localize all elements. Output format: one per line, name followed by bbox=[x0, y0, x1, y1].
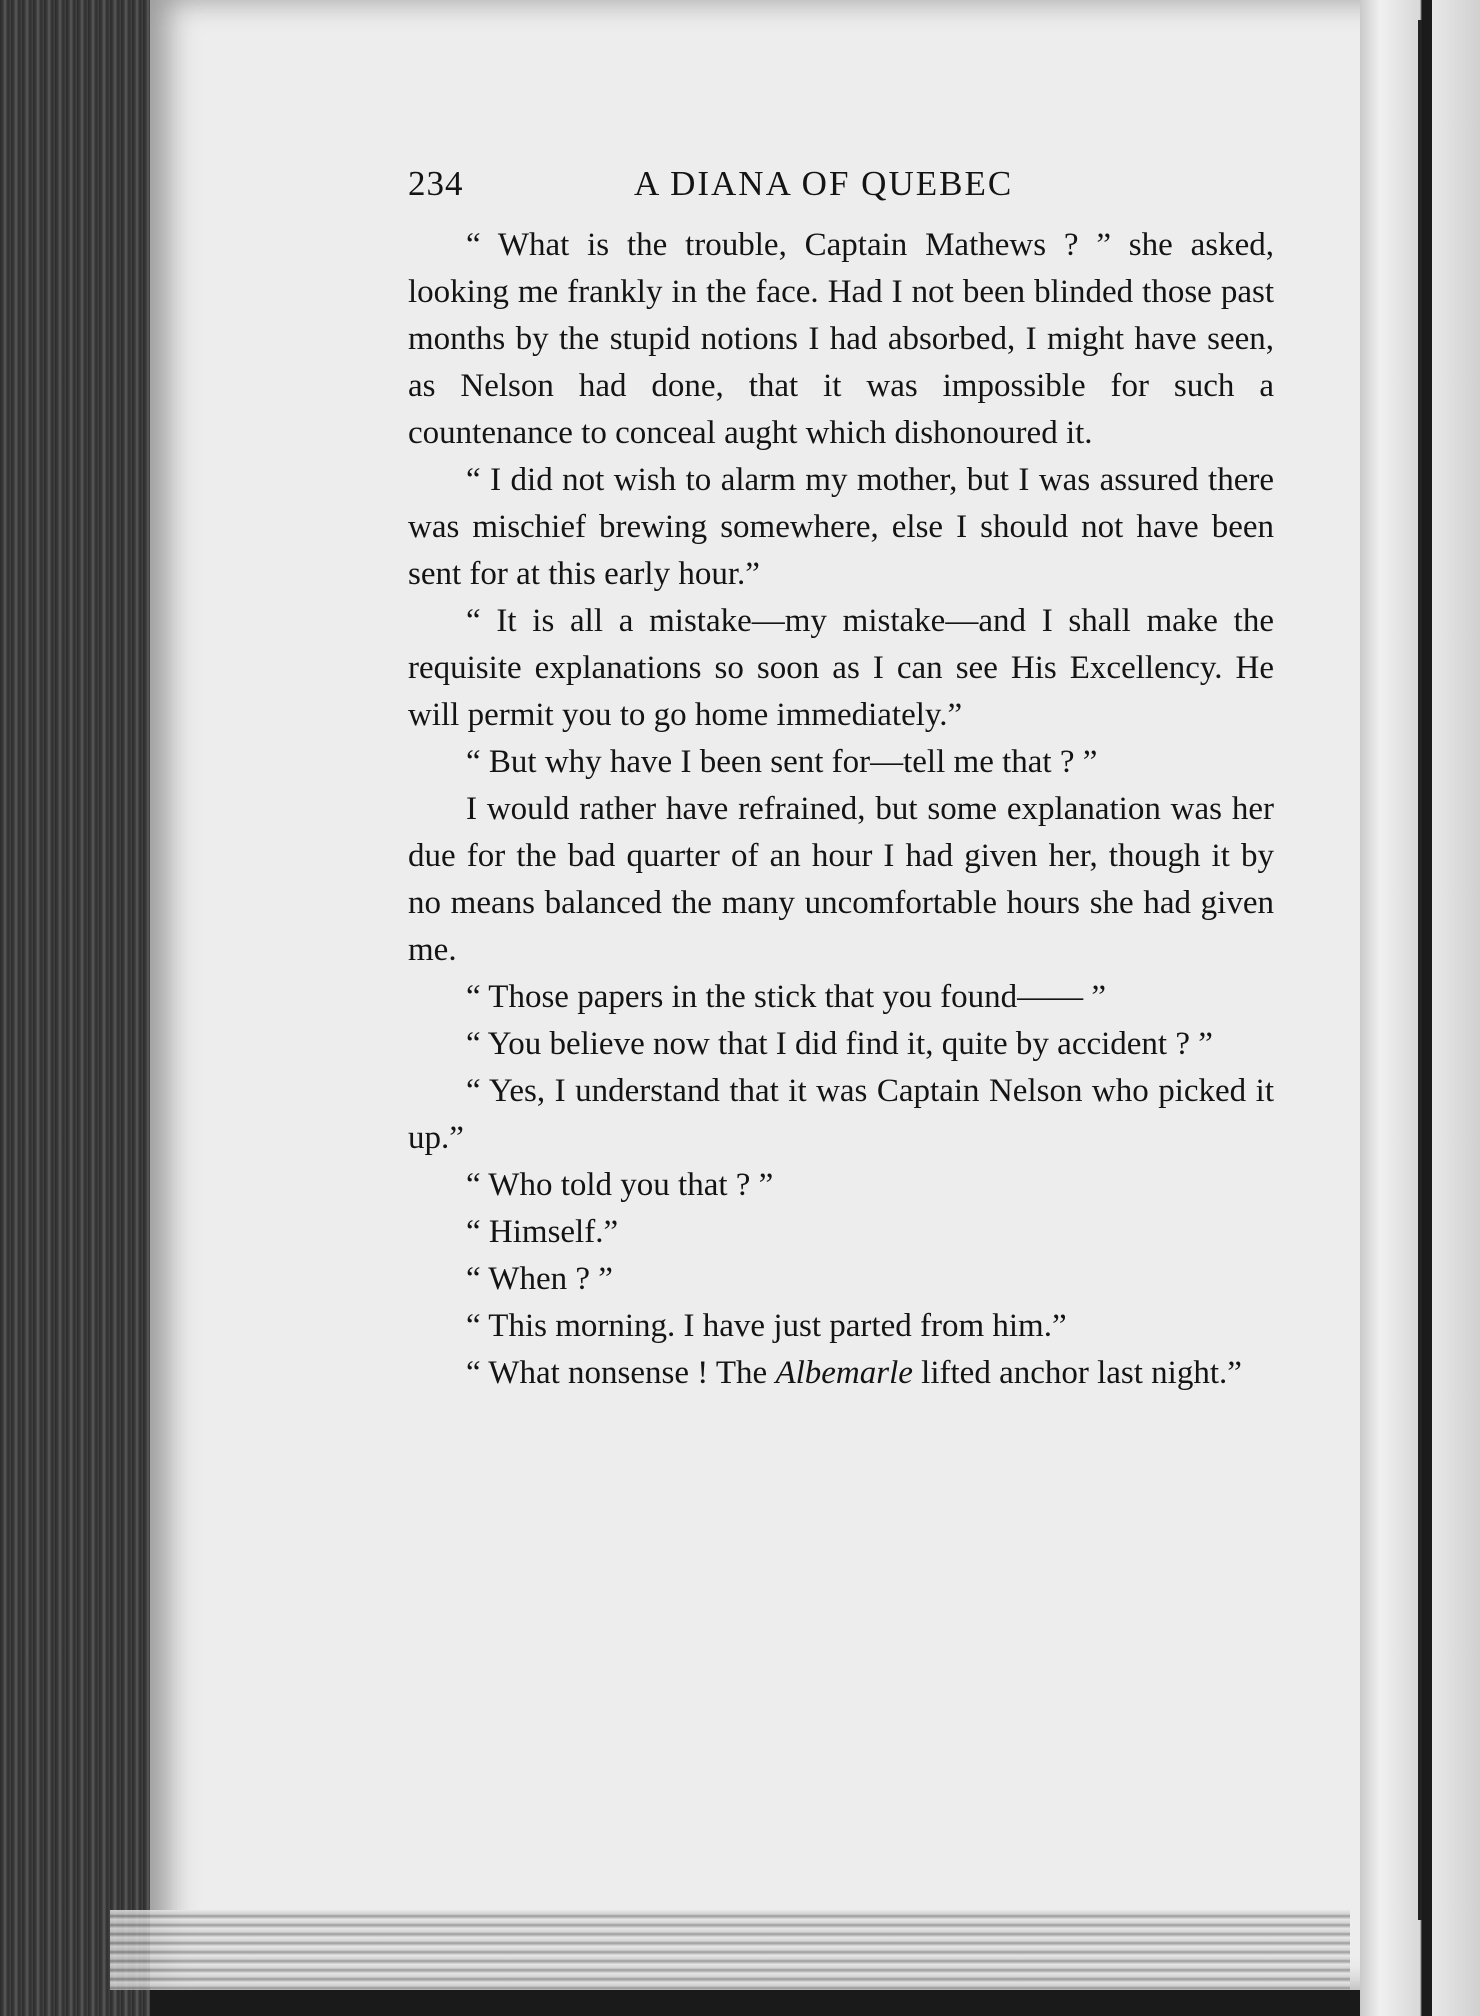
paragraph-last bbox=[408, 1350, 1274, 1397]
bottom-page-edges bbox=[110, 1910, 1350, 1990]
paragraph: I would rather have refrained, but some explanation was her due for the bad quarter of an hour I had given her, though it by no means balanced the many uncomfortable hours she had given me. bbox=[408, 791, 1274, 968]
page-number: 234 bbox=[408, 164, 464, 203]
paragraph: “ You believe now that I did find it, quite by accident ? ” bbox=[466, 1026, 1213, 1062]
left-page-edges bbox=[0, 0, 150, 2016]
paragraph: “ Himself.” bbox=[466, 1214, 619, 1250]
paragraph: “ Yes, I understand that it was Captain Nelson who picked it up.” bbox=[408, 1073, 1274, 1156]
paragraph: “ Who told you that ? ” bbox=[466, 1167, 774, 1203]
ship-name-italic: Albemarle bbox=[775, 1355, 913, 1391]
right-edge-line bbox=[1418, 20, 1422, 1920]
book-title: A DIANA OF QUEBEC bbox=[634, 164, 1014, 203]
paragraph: “ This morning. I have just parted from him.” bbox=[466, 1308, 1067, 1344]
running-head bbox=[408, 160, 1274, 210]
paragraph: “ It is all a mistake—my mistake—and I shall make the requisite explanations so soon as I can see His Excellency. He will permit you to go home immediately.” bbox=[408, 603, 1274, 733]
text-segment: “ What nonsense ! The bbox=[466, 1355, 776, 1391]
paragraph: “ I did not wish to alarm my mother, but I was assured there was mischief brewing somewhere, else I should not have been sent for at this early hour.” bbox=[408, 462, 1274, 592]
paragraph: “ Those papers in the stick that you found—— ” bbox=[466, 979, 1107, 1015]
paragraph: “ But why have I been sent for—tell me that ? ” bbox=[466, 744, 1098, 780]
text-segment: lifted anchor last night.” bbox=[912, 1355, 1242, 1391]
text-block bbox=[408, 160, 1274, 1397]
paragraph: “ When ? ” bbox=[466, 1261, 613, 1297]
paragraph: “ What is the trouble, Captain Mathews ? ” she asked, looking me frankly in the face. Had I not been blinded those past months by the stupid notions I had absorbed, I might have seen, as Nelson had done, that it was impossible for such a countenance to conceal aught which dishonoured it. bbox=[408, 227, 1274, 451]
